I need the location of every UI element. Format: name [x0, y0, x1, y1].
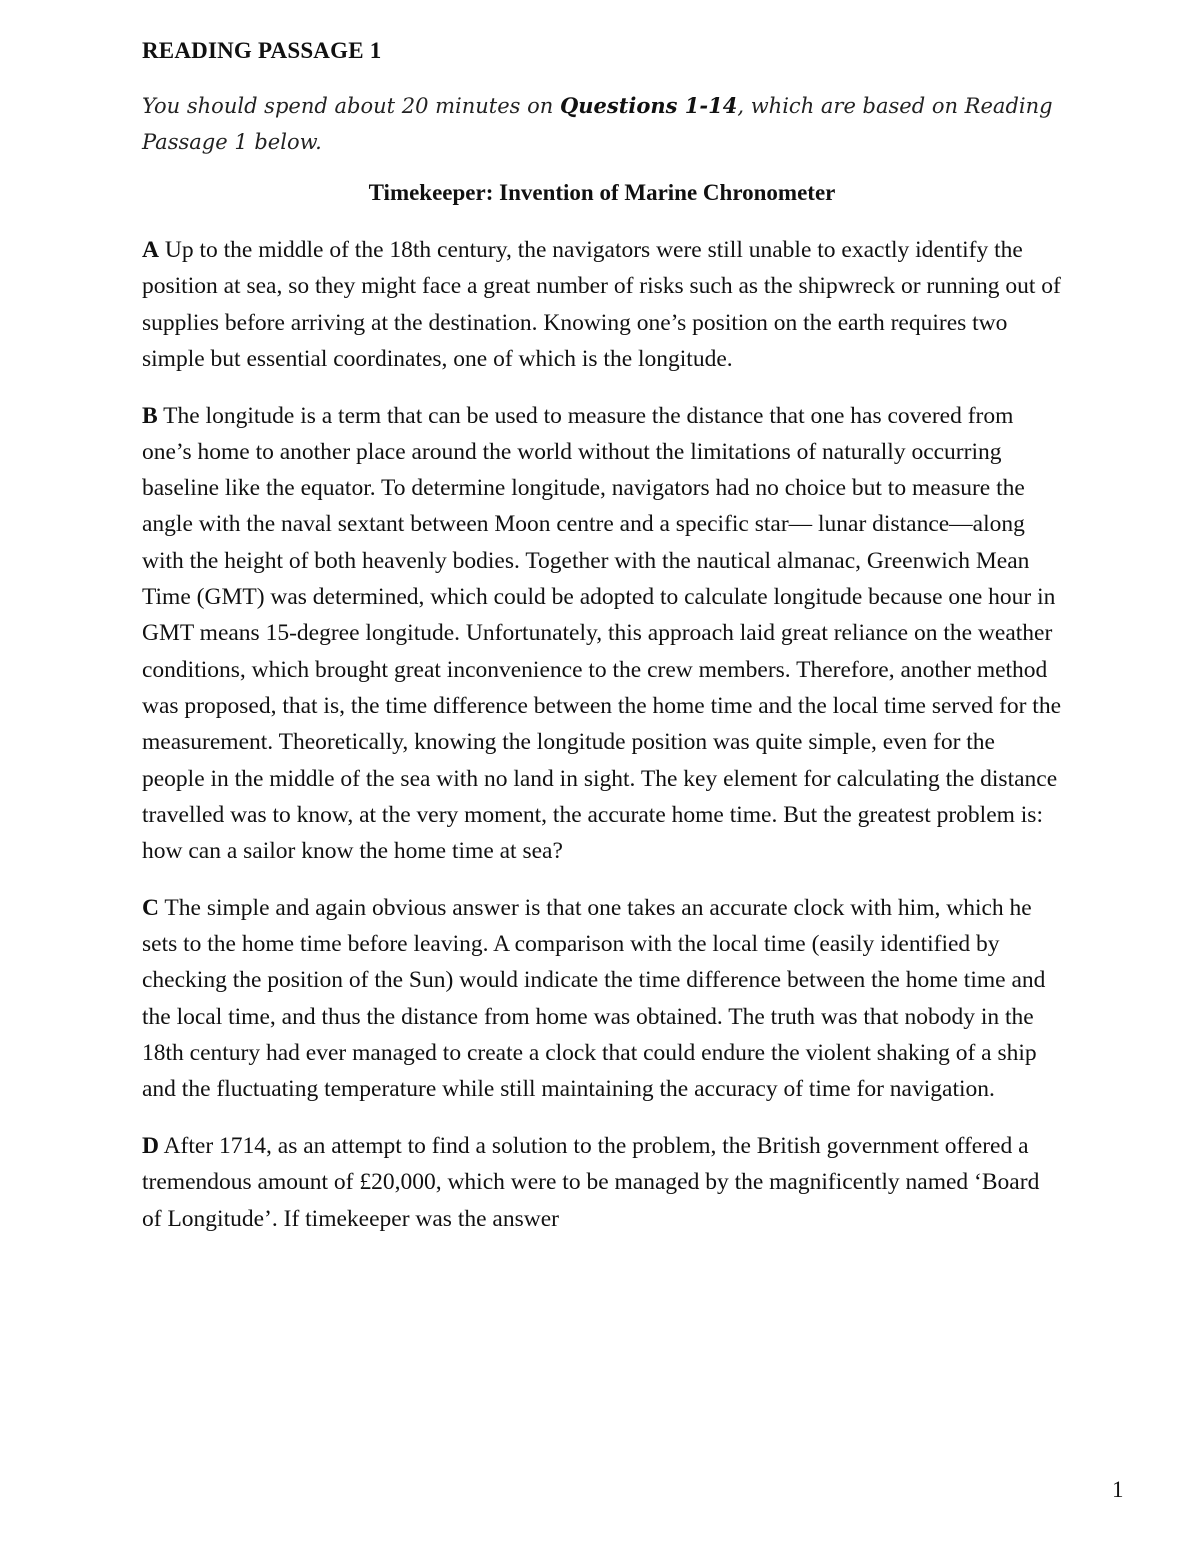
paragraph-a: [142, 232, 1062, 377]
paragraph-letter: D: [142, 1133, 159, 1159]
paragraph-text: The simple and again obvious answer is that one takes an accurate clock with him, which he sets to the home time before leaving. A comparison with the local time (easily identified by checking the position of the Sun) would indicate the time difference between the home time and the local time, and thus the distance from home was obtained. The truth was that nobody in the 18th century had ever managed to create a clock that could endure the violent shaking of a ship and the fluctuating temperature while still maintaining the accuracy of time for navigation.: [142, 894, 1046, 1103]
paragraph-text: Up to the middle of the 18th century, the navigators were still unable to exactly identify the position at sea, so they might face a great number of risks such as the shipwreck or running out of supplies before arriving at the destination. Knowing one’s position on the earth requires two simple but essential coordinates, one of which is the longitude.: [142, 237, 1061, 372]
instructions-text-before: You should spend about 20 minutes on: [142, 94, 560, 118]
instructions: [142, 88, 1062, 160]
document-page: [142, 36, 1062, 1257]
paragraph-letter: C: [142, 894, 159, 921]
paragraph-letter: A: [142, 237, 159, 263]
paragraph-letter: B: [142, 402, 158, 429]
passage-title: Timekeeper: Invention of Marine Chronometer: [368, 180, 836, 205]
instructions-text-after: , which are based on Reading Passage 1 below.: [142, 94, 1053, 154]
paragraph-text: After 1714, as an attempt to find a solution to the problem, the British government offered a tremendous amount of £20,000, which were to be managed by the magnificently named ‘Board of Longitude’. If timekeeper was the answer: [142, 1133, 1040, 1232]
paragraph-text: The longitude is a term that can be used to measure the distance that one has covered from one’s home to another place around the world without the limitations of naturally occurring baseline like the equator. To determine longitude, navigators had no choice but to measure the angle with the naval sextant between Moon centre and a specific star— lunar distance—along with the height of both heavenly bodies. Together with the nautical almanac, Greenwich Mean Time (GMT) was determined, which could be adopted to calculate longitude because one hour in GMT means 15-degree longitude. Unfortunately, this approach laid great reliance on the weather conditions, which brought great inconvenience to the crew members. Therefore, another method was proposed, that is, the time difference between the home time and the local time served for the measurement. Theoretically, knowing the longitude position was quite simple, even for the people in the middle of the sea with no land in sight. The key element for calculating the distance travelled was to know, at the very moment, the accurate home time. But the greatest problem is: how can a sailor know the home time at sea?: [142, 402, 1062, 865]
page-number: 1: [1112, 1477, 1124, 1502]
passage-label: READING PASSAGE 1: [142, 38, 382, 63]
paragraph-b: [142, 398, 1062, 870]
instructions-questions-range: Questions 1-14: [559, 93, 738, 118]
paragraph-d: [142, 1128, 1062, 1237]
paragraph-c: [142, 890, 1062, 1108]
